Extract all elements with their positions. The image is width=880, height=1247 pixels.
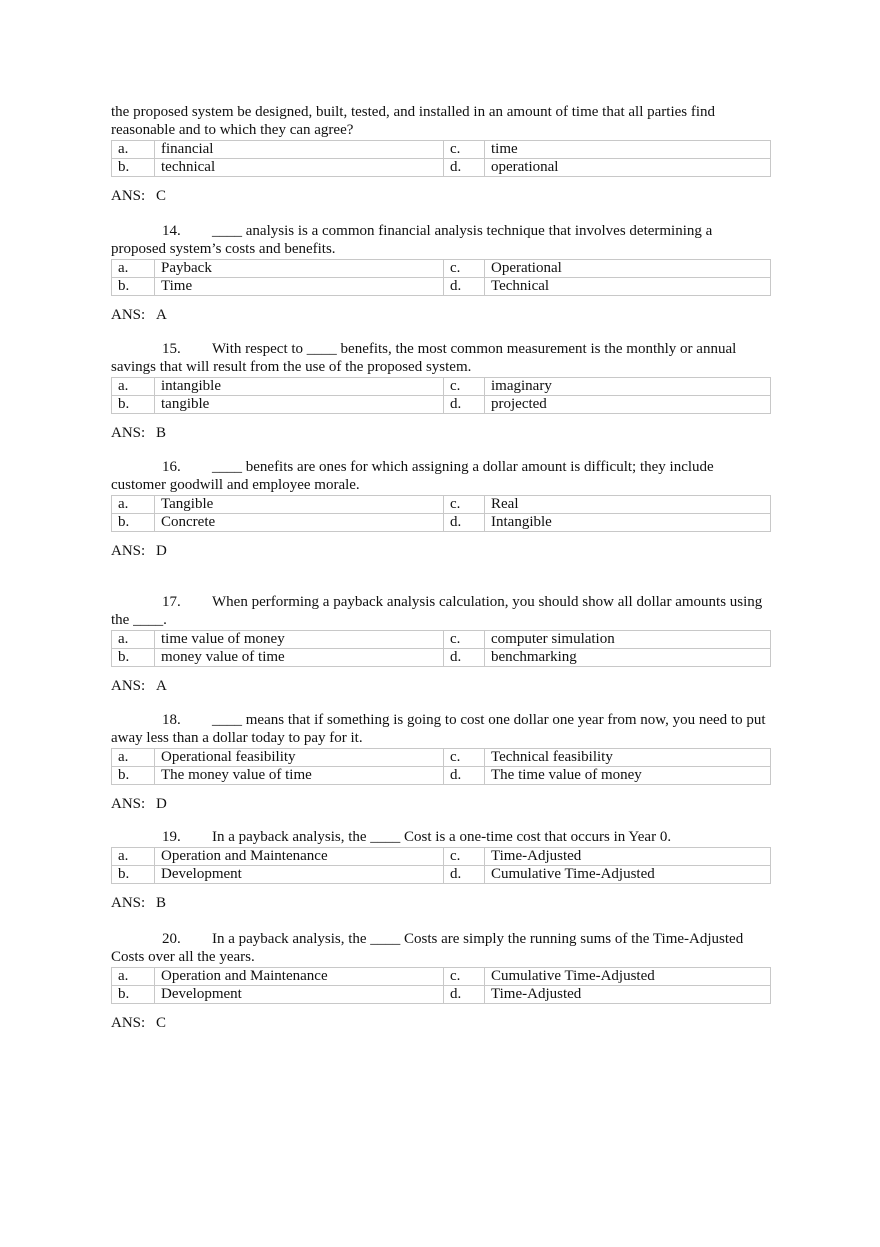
options-row xyxy=(112,631,771,649)
options-row xyxy=(112,749,771,767)
answer-line xyxy=(111,187,771,205)
question-block xyxy=(111,103,771,205)
options-row xyxy=(112,378,771,396)
question-text: ____ means that if something is going to cost one dollar one year from now, you need to put away less than a dollar today to pay for it. xyxy=(111,712,766,746)
question-number: 16. xyxy=(162,459,181,475)
option-letter: d. xyxy=(444,159,485,177)
options-row xyxy=(112,496,771,514)
question-text: With respect to ____ benefits, the most common measurement is the monthly or annual savings that will result from the use of the proposed system. xyxy=(111,341,737,375)
options-table xyxy=(111,748,771,785)
question-block xyxy=(111,930,771,1032)
options-table xyxy=(111,967,771,1004)
option-letter: d. xyxy=(444,986,485,1004)
option-text: computer simulation xyxy=(485,631,771,649)
options-row xyxy=(112,260,771,278)
options-row xyxy=(112,866,771,884)
options-table xyxy=(111,140,771,177)
answer-label: ANS: xyxy=(111,543,146,559)
option-text: imaginary xyxy=(485,378,771,396)
option-letter: a. xyxy=(112,260,155,278)
option-text: Operation and Maintenance xyxy=(155,968,444,986)
option-text: Technical feasibility xyxy=(485,749,771,767)
answer-label: ANS: xyxy=(111,895,146,911)
option-letter: d. xyxy=(444,866,485,884)
option-letter: b. xyxy=(112,986,155,1004)
question-text-container xyxy=(111,930,771,966)
option-text: The money value of time xyxy=(155,767,444,785)
answer-line xyxy=(111,542,771,560)
answer-label: ANS: xyxy=(111,188,146,204)
option-letter: c. xyxy=(444,968,485,986)
question-block xyxy=(111,828,771,912)
answer-value: B xyxy=(156,425,167,441)
options-row xyxy=(112,767,771,785)
option-letter: a. xyxy=(112,141,155,159)
option-text: money value of time xyxy=(155,649,444,667)
answer-value: A xyxy=(156,307,167,323)
option-text: Payback xyxy=(155,260,444,278)
option-letter: d. xyxy=(444,649,485,667)
question-text: ____ benefits are ones for which assigning a dollar amount is difficult; they include customer goodwill and employee morale. xyxy=(111,459,714,493)
answer-line xyxy=(111,424,771,442)
option-letter: b. xyxy=(112,514,155,532)
options-row xyxy=(112,278,771,296)
answer-value: B xyxy=(156,895,167,911)
option-text: Tangible xyxy=(155,496,444,514)
option-text: time xyxy=(485,141,771,159)
question-text: In a payback analysis, the ____ Costs are simply the running sums of the Time-Adjusted Costs over all the years. xyxy=(111,931,744,965)
question-text-container xyxy=(111,593,771,629)
option-letter: c. xyxy=(444,848,485,866)
question-text-container xyxy=(111,458,771,494)
answer-label: ANS: xyxy=(111,425,146,441)
options-row xyxy=(112,141,771,159)
question-number: 14. xyxy=(162,223,181,239)
option-letter: b. xyxy=(112,767,155,785)
answer-value: C xyxy=(156,188,167,204)
answer-line xyxy=(111,306,771,324)
question-block xyxy=(111,222,771,324)
option-letter: b. xyxy=(112,159,155,177)
option-text: Time-Adjusted xyxy=(485,848,771,866)
answer-line xyxy=(111,894,771,912)
option-text: Operational feasibility xyxy=(155,749,444,767)
option-text: Intangible xyxy=(485,514,771,532)
question-text: ____ analysis is a common financial analysis technique that involves determining a proposed system’s costs and benefits. xyxy=(111,223,713,257)
option-text: intangible xyxy=(155,378,444,396)
option-text: Time xyxy=(155,278,444,296)
question-text-container xyxy=(111,340,771,376)
options-row xyxy=(112,396,771,414)
options-table xyxy=(111,377,771,414)
option-text: projected xyxy=(485,396,771,414)
options-row xyxy=(112,514,771,532)
option-text: Technical xyxy=(485,278,771,296)
options-row xyxy=(112,986,771,1004)
option-letter: d. xyxy=(444,396,485,414)
question-block xyxy=(111,711,771,813)
question-text-container xyxy=(111,222,771,258)
option-text: Time-Adjusted xyxy=(485,986,771,1004)
question-number: 17. xyxy=(162,594,181,610)
options-row xyxy=(112,848,771,866)
option-text: operational xyxy=(485,159,771,177)
option-letter: c. xyxy=(444,260,485,278)
answer-value: D xyxy=(156,543,167,559)
option-text: Cumulative Time-Adjusted xyxy=(485,968,771,986)
answer-line xyxy=(111,795,771,813)
question-text-container xyxy=(111,103,771,139)
question-text: When performing a payback analysis calculation, you should show all dollar amounts using the ____. xyxy=(111,594,763,628)
answer-label: ANS: xyxy=(111,796,146,812)
options-table xyxy=(111,495,771,532)
answer-line xyxy=(111,1014,771,1032)
option-letter: d. xyxy=(444,767,485,785)
question-number: 20. xyxy=(162,931,181,947)
option-text: benchmarking xyxy=(485,649,771,667)
option-letter: a. xyxy=(112,749,155,767)
option-letter: b. xyxy=(112,649,155,667)
answer-line xyxy=(111,677,771,695)
option-text: The time value of money xyxy=(485,767,771,785)
option-letter: c. xyxy=(444,378,485,396)
question-block xyxy=(111,593,771,695)
option-text: Concrete xyxy=(155,514,444,532)
options-table xyxy=(111,847,771,884)
option-letter: c. xyxy=(444,496,485,514)
answer-value: A xyxy=(156,678,167,694)
option-text: Development xyxy=(155,866,444,884)
option-letter: a. xyxy=(112,378,155,396)
question-text-container xyxy=(111,828,771,846)
answer-value: C xyxy=(156,1015,167,1031)
option-letter: a. xyxy=(112,631,155,649)
option-text: Operational xyxy=(485,260,771,278)
option-text: time value of money xyxy=(155,631,444,649)
question-text: In a payback analysis, the ____ Cost is a one-time cost that occurs in Year 0. xyxy=(212,829,672,845)
option-text: tangible xyxy=(155,396,444,414)
option-letter: c. xyxy=(444,749,485,767)
option-text: Operation and Maintenance xyxy=(155,848,444,866)
answer-label: ANS: xyxy=(111,678,146,694)
answer-value: D xyxy=(156,796,167,812)
option-letter: c. xyxy=(444,631,485,649)
question-text: the proposed system be designed, built, tested, and installed in an amount of time that all parties find reasonable and to which they can agree? xyxy=(111,104,716,138)
answer-label: ANS: xyxy=(111,307,146,323)
option-text: technical xyxy=(155,159,444,177)
options-row xyxy=(112,968,771,986)
question-block xyxy=(111,340,771,442)
option-letter: a. xyxy=(112,848,155,866)
option-letter: b. xyxy=(112,396,155,414)
option-letter: b. xyxy=(112,278,155,296)
option-letter: b. xyxy=(112,866,155,884)
option-letter: a. xyxy=(112,968,155,986)
options-table xyxy=(111,259,771,296)
answer-label: ANS: xyxy=(111,1015,146,1031)
option-text: Real xyxy=(485,496,771,514)
options-table xyxy=(111,630,771,667)
question-number: 15. xyxy=(162,341,181,357)
option-letter: d. xyxy=(444,514,485,532)
options-row xyxy=(112,649,771,667)
question-number: 19. xyxy=(162,829,181,845)
question-number: 18. xyxy=(162,712,181,728)
options-row xyxy=(112,159,771,177)
option-letter: d. xyxy=(444,278,485,296)
option-text: Development xyxy=(155,986,444,1004)
question-text-container xyxy=(111,711,771,747)
option-letter: a. xyxy=(112,496,155,514)
option-text: Cumulative Time-Adjusted xyxy=(485,866,771,884)
question-block xyxy=(111,458,771,560)
option-text: financial xyxy=(155,141,444,159)
option-letter: c. xyxy=(444,141,485,159)
